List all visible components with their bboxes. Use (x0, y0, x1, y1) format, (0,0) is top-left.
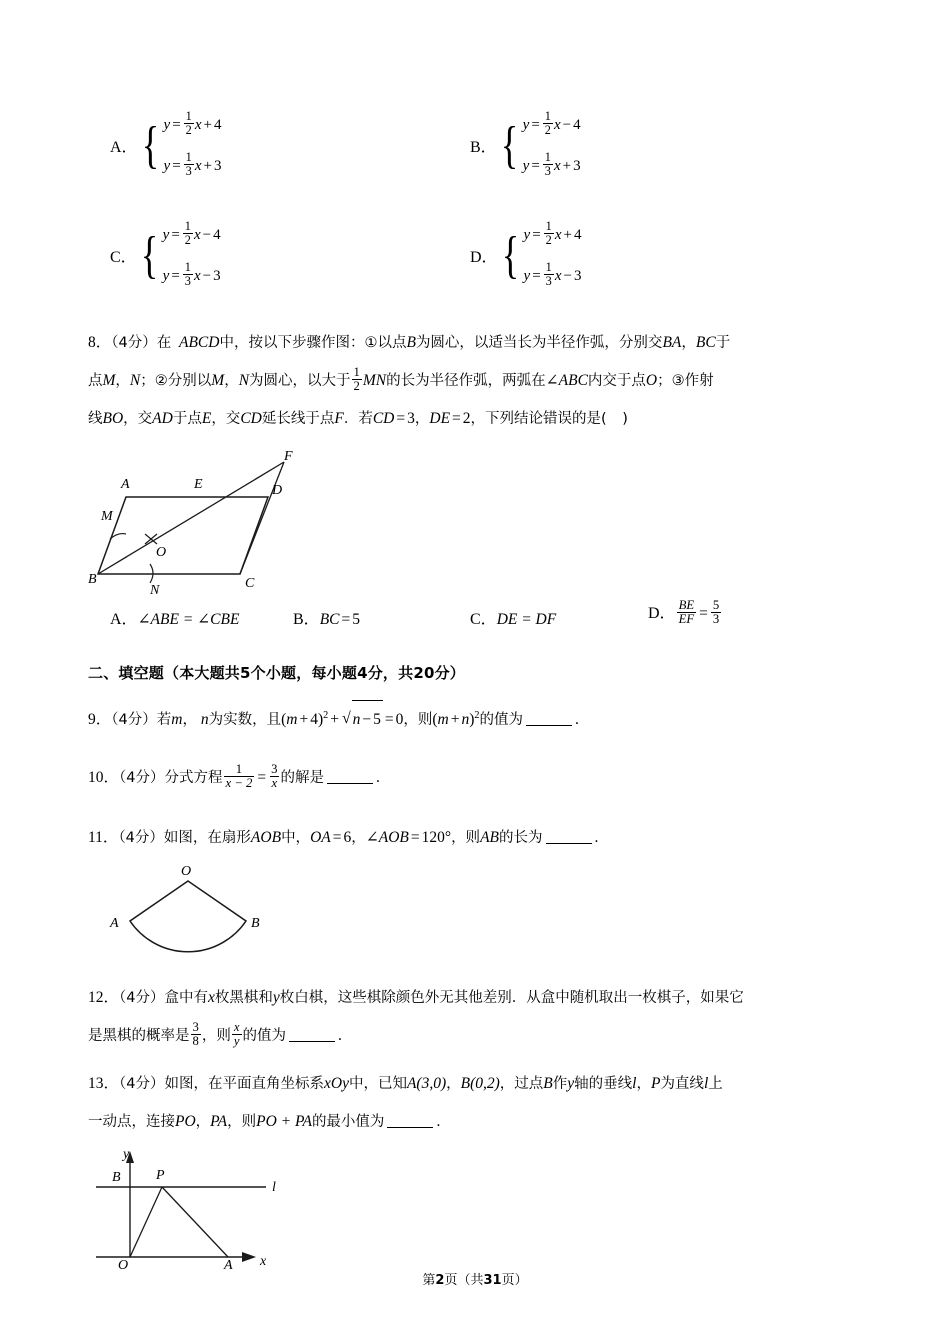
option-d-label: D． (470, 249, 498, 267)
footer-prefix: 第 (422, 1273, 436, 1288)
question-11-figure (88, 859, 878, 969)
question-10: 10．（4分）分式方程 $\frac{1}{x - 2}$ = $\frac{3}{x}$ 的解是 . (88, 761, 380, 791)
label-O: O (156, 545, 167, 560)
label-B: B (251, 916, 260, 932)
left-brace: { (501, 226, 519, 284)
label-x: x (260, 1254, 267, 1270)
q11-answer-blank[interactable] (546, 843, 592, 844)
left-brace: { (500, 116, 518, 174)
option-b-line-1: y = $\frac{1}{2}$ x − 4 (522, 109, 581, 138)
option-c[interactable] (110, 219, 221, 290)
label-C: C (245, 576, 255, 591)
q12-number: 12． (88, 989, 120, 1007)
q9-answer-blank[interactable] (526, 725, 572, 726)
option-d[interactable] (470, 219, 582, 290)
page-content (88, 0, 878, 1269)
footer-page-number: 2 (435, 1273, 445, 1288)
option-a-line-2: y = $\frac{1}{3}$ x + 3 (163, 150, 222, 178)
option-a[interactable] (110, 109, 222, 180)
footer-total-pages: 31 (483, 1273, 502, 1288)
q10-answer-blank[interactable] (327, 783, 373, 784)
question-8-choices (88, 597, 878, 640)
sector-diagram (88, 859, 298, 969)
label-y: y (123, 1147, 130, 1163)
question-8: 8．（4分）在 ABCD中，按以下步骤作图：①以点B为圆心，以适当长为半径作弧，分别交BA，BC于 点M，N；②分别以M，N为圆心，以大于 $\frac{1}{2}$ MN的长为半径作弧，两弧在∠ABC内交于点O；③作射 线BO，交AD于点E，交CD延长线于点F．若CD = 3，DE = 2，下列结论错误的是( ) (88, 334, 731, 427)
label-M: M (101, 509, 113, 524)
question-13: 13．（4分）如图，在平面直角坐标系xOy中，已知A(3,0)，B(0,2)，过点B作y轴的垂线l，P为直线l上 一动点，连接PO，PA，则PO + PA的最小值为 . (88, 1075, 723, 1131)
q8-choice-d[interactable]: D． $\frac{BE}{EF}$ = $\frac{5}{3}$ (648, 597, 720, 627)
option-c-line-2: y = $\frac{1}{3}$ x − 3 (162, 260, 221, 288)
option-d-system (498, 219, 582, 290)
label-A: A (224, 1258, 233, 1270)
option-b[interactable] (470, 109, 581, 180)
q8-choice-b[interactable]: B．BC = 5 (293, 611, 360, 628)
label-N: N (150, 583, 160, 594)
question-8-figure (88, 442, 878, 594)
footer-suffix: 页） (501, 1273, 528, 1288)
question-7-options (88, 109, 878, 312)
q8-choice-a[interactable]: A．∠ABE = ∠CBE (110, 611, 240, 628)
q13-answer-blank[interactable] (387, 1127, 433, 1128)
option-d-line-1: y = $\frac{1}{2}$ x + 4 (523, 219, 582, 248)
label-O: O (118, 1258, 129, 1270)
option-c-line-1: y = $\frac{1}{2}$ x − 4 (162, 219, 221, 248)
question-11: 11．（4分）如图，在扇形AOB中，OA = 6，∠AOB = 120°，则AB的长为 . (88, 829, 599, 847)
q9-number: 9． (88, 711, 112, 729)
question-13-figure (88, 1145, 878, 1269)
q10-number: 10． (88, 769, 120, 787)
coordinate-diagram (88, 1145, 318, 1269)
option-a-line-1: y = $\frac{1}{2}$ x + 4 (163, 109, 222, 138)
label-O: O (181, 864, 192, 880)
option-c-system (137, 219, 221, 290)
page-footer (0, 1269, 950, 1288)
q13-number: 13． (88, 1075, 120, 1093)
option-a-label: A． (110, 139, 138, 157)
question-9: 9．（4分）若m， n为实数，且$(m + 4)^2$ + √ n − 5 = 0，则$(m + n)^2$的值为 . (88, 697, 878, 739)
label-D: D (272, 483, 283, 498)
footer-mid: 页（共 (444, 1273, 484, 1288)
label-F: F (284, 449, 293, 464)
label-E: E (194, 477, 203, 492)
label-P: P (156, 1168, 165, 1184)
q8-number: 8． (88, 334, 112, 351)
left-brace: { (141, 116, 159, 174)
section-2-heading: 二、填空题（本大题共5个小题，每小题4分，共20分） (88, 664, 465, 682)
option-c-label: C． (110, 249, 137, 267)
label-l: l (272, 1180, 276, 1196)
label-A: A (121, 477, 130, 492)
parallelogram-diagram (88, 442, 338, 594)
left-brace: { (140, 226, 158, 284)
question-12: 12．（4分）盒中有x枚黑棋和y枚白棋，这些棋除颜色外无其他差别．从盒中随机取出一枚棋子，如果它 是黑棋的概率是 $\frac{3}{8}$ ，则 $\frac{x}{y}$ 的值为 . (88, 989, 744, 1049)
option-b-label: B． (470, 139, 497, 157)
option-b-line-2: y = $\frac{1}{3}$ x + 3 (522, 150, 581, 178)
q12-answer-blank[interactable] (289, 1041, 335, 1042)
label-B: B (112, 1170, 121, 1186)
q8-choice-c[interactable]: C．DE = DF (470, 611, 557, 628)
option-b-system (497, 109, 581, 180)
label-A: A (110, 916, 119, 932)
label-B: B (88, 572, 97, 587)
option-a-system (138, 109, 222, 180)
q8-points: （4分） (111, 335, 157, 351)
q11-number: 11． (88, 829, 119, 847)
option-d-line-2: y = $\frac{1}{3}$ x − 3 (523, 260, 582, 288)
